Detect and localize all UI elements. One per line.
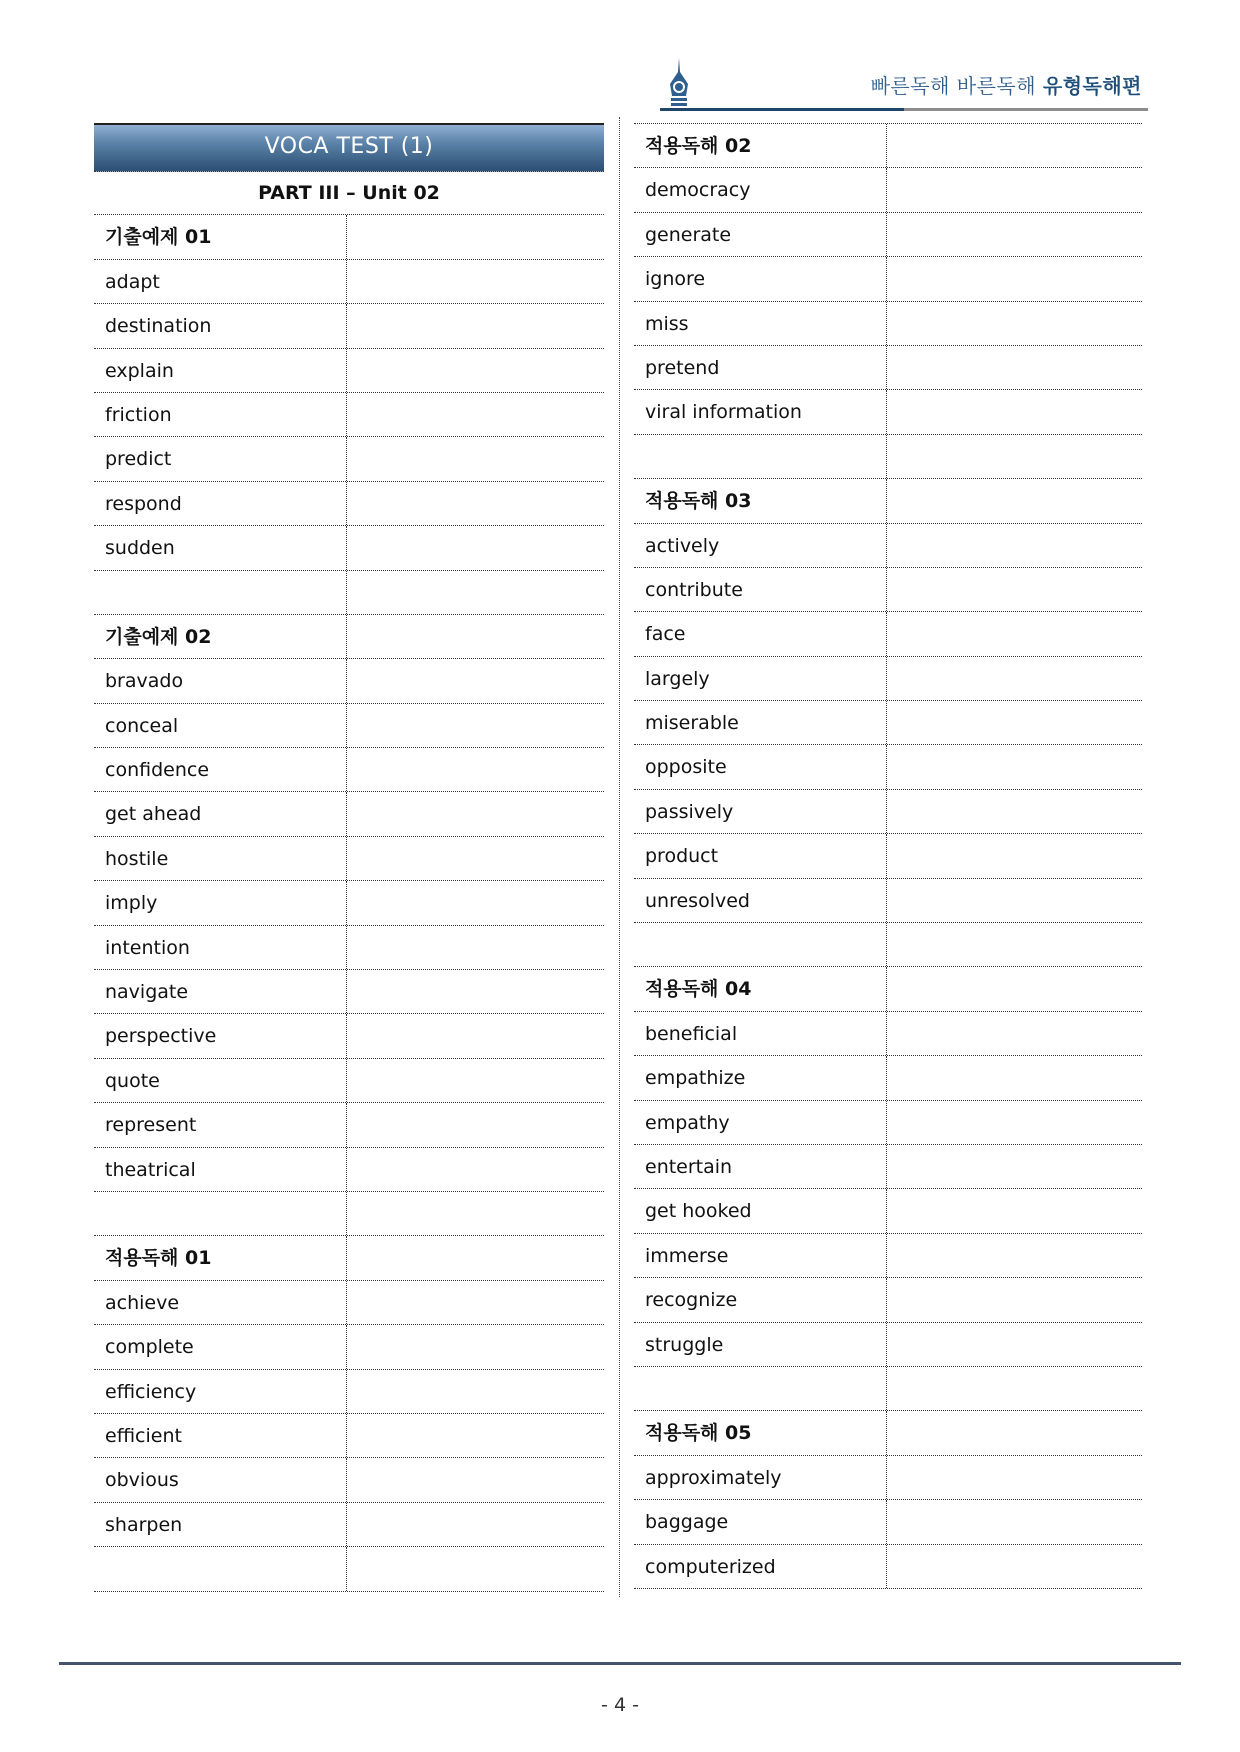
answer-cell	[887, 124, 1142, 167]
blank-row	[634, 435, 1142, 479]
vocab-word	[634, 923, 887, 966]
blank-row	[634, 1367, 1142, 1411]
answer-cell[interactable]	[887, 879, 1142, 922]
answer-cell	[347, 215, 604, 258]
vocab-word: recognize	[634, 1278, 887, 1321]
vocab-row	[634, 1056, 1142, 1100]
answer-cell[interactable]	[347, 260, 604, 303]
vocab-row	[634, 1278, 1142, 1322]
answer-cell[interactable]	[347, 837, 604, 880]
section-label: 적용독해 01	[94, 1236, 347, 1279]
vocab-row	[94, 1281, 604, 1325]
vocab-word: predict	[94, 437, 347, 480]
vocab-row	[94, 1059, 604, 1103]
vocab-row	[634, 701, 1142, 745]
vocab-word: respond	[94, 482, 347, 525]
answer-cell[interactable]	[887, 657, 1142, 700]
answer-cell	[347, 615, 604, 658]
answer-cell[interactable]	[347, 1148, 604, 1191]
vocab-word: hostile	[94, 837, 347, 880]
vocab-word: empathize	[634, 1056, 887, 1099]
vocab-word	[94, 1192, 347, 1235]
section-label: 적용독해 03	[634, 479, 887, 522]
vocab-row	[94, 1148, 604, 1192]
section-header-row	[634, 123, 1142, 168]
vocab-row	[634, 1012, 1142, 1056]
test-title: VOCA TEST (1)	[94, 123, 604, 172]
vocab-row	[634, 213, 1142, 257]
vocab-row	[634, 1500, 1142, 1544]
vocab-word: product	[634, 834, 887, 877]
column-divider	[619, 117, 620, 1597]
vocab-word	[94, 1547, 347, 1590]
answer-cell[interactable]	[347, 1414, 604, 1457]
answer-cell[interactable]	[887, 1323, 1142, 1366]
vocab-row	[634, 1323, 1142, 1367]
answer-cell[interactable]	[887, 257, 1142, 300]
vocab-row	[94, 748, 604, 792]
vocab-row	[634, 1545, 1142, 1589]
answer-cell[interactable]	[887, 1145, 1142, 1188]
answer-cell[interactable]	[347, 1014, 604, 1057]
vocab-row	[634, 524, 1142, 568]
vocab-word: ignore	[634, 257, 887, 300]
answer-cell[interactable]	[347, 1103, 604, 1146]
answer-cell[interactable]	[887, 390, 1142, 433]
vocab-word: passively	[634, 790, 887, 833]
answer-cell[interactable]	[887, 1234, 1142, 1277]
answer-cell	[347, 571, 604, 614]
vocab-row	[634, 1145, 1142, 1189]
vocab-word: complete	[94, 1325, 347, 1368]
page-number: - 4 -	[601, 1694, 639, 1716]
answer-cell[interactable]	[347, 1059, 604, 1102]
vocab-word: unresolved	[634, 879, 887, 922]
vocab-row	[634, 1101, 1142, 1145]
vocab-row	[634, 745, 1142, 789]
vocab-row	[634, 834, 1142, 878]
vocab-word: largely	[634, 657, 887, 700]
answer-cell	[887, 479, 1142, 522]
header-rule	[660, 108, 1148, 111]
vocab-word: actively	[634, 524, 887, 567]
vocab-row	[634, 390, 1142, 434]
vocab-row	[94, 1503, 604, 1547]
vocab-row	[94, 792, 604, 836]
answer-cell[interactable]	[887, 524, 1142, 567]
vocab-word: theatrical	[94, 1148, 347, 1191]
blank-row	[634, 923, 1142, 967]
answer-cell[interactable]	[887, 568, 1142, 611]
vocab-word: computerized	[634, 1545, 887, 1588]
vocab-word	[94, 571, 347, 614]
answer-cell[interactable]	[347, 881, 604, 924]
vocab-row	[634, 1189, 1142, 1233]
answer-cell[interactable]	[347, 482, 604, 525]
vocab-row	[94, 260, 604, 304]
vocab-word: entertain	[634, 1145, 887, 1188]
vocab-row	[94, 881, 604, 925]
answer-cell[interactable]	[887, 1101, 1142, 1144]
vocab-word: generate	[634, 213, 887, 256]
vocab-word: opposite	[634, 745, 887, 788]
answer-cell[interactable]	[887, 1278, 1142, 1321]
vocab-word: face	[634, 612, 887, 655]
vocab-word: adapt	[94, 260, 347, 303]
test-subtitle: PART III – Unit 02	[94, 172, 604, 215]
answer-cell[interactable]	[887, 1456, 1142, 1499]
section-label: 적용독해 02	[634, 124, 887, 167]
section-header-row	[634, 479, 1142, 523]
vocab-row	[634, 657, 1142, 701]
vocab-row	[94, 1458, 604, 1502]
vocab-row	[634, 302, 1142, 346]
vocab-word: bravado	[94, 659, 347, 702]
answer-cell	[887, 967, 1142, 1010]
section-label: 기출예제 01	[94, 215, 347, 258]
answer-cell[interactable]	[887, 1056, 1142, 1099]
vocab-word: destination	[94, 304, 347, 347]
section-label: 적용독해 05	[634, 1411, 887, 1454]
vocab-row	[634, 346, 1142, 390]
answer-cell[interactable]	[347, 437, 604, 480]
section-header-row	[94, 615, 604, 659]
vocab-row	[94, 659, 604, 703]
vocab-row	[634, 790, 1142, 834]
vocab-word: immerse	[634, 1234, 887, 1277]
answer-cell[interactable]	[347, 1503, 604, 1546]
vocab-word: contribute	[634, 568, 887, 611]
answer-cell[interactable]	[887, 701, 1142, 744]
answer-cell[interactable]	[347, 748, 604, 791]
section-label: 적용독해 04	[634, 967, 887, 1010]
vocab-word: struggle	[634, 1323, 887, 1366]
vocab-word: navigate	[94, 970, 347, 1013]
answer-cell[interactable]	[887, 346, 1142, 389]
answer-cell[interactable]	[347, 926, 604, 969]
right-vocab-column	[634, 123, 1142, 1589]
vocab-word: efficiency	[94, 1370, 347, 1413]
vocab-word: imply	[94, 881, 347, 924]
footer-rule	[59, 1662, 1181, 1665]
answer-cell[interactable]	[347, 970, 604, 1013]
vocab-row	[94, 349, 604, 393]
answer-cell[interactable]	[347, 349, 604, 392]
vocab-word: intention	[94, 926, 347, 969]
left-vocab-column	[94, 123, 604, 1592]
answer-cell	[887, 1367, 1142, 1410]
vocab-row	[634, 257, 1142, 301]
answer-cell[interactable]	[347, 1370, 604, 1413]
series-title-regular: 빠른독해 바른독해	[870, 74, 1043, 98]
vocab-word: empathy	[634, 1101, 887, 1144]
answer-cell[interactable]	[887, 302, 1142, 345]
answer-cell	[347, 1547, 604, 1590]
vocab-row	[94, 482, 604, 526]
vocab-word: democracy	[634, 168, 887, 211]
vocab-word: achieve	[94, 1281, 347, 1324]
answer-cell	[347, 1236, 604, 1279]
blank-row	[94, 1547, 604, 1591]
vocab-word: pretend	[634, 346, 887, 389]
answer-cell[interactable]	[887, 790, 1142, 833]
section-header-row	[94, 215, 604, 259]
vocab-word: sudden	[94, 526, 347, 569]
vocab-word: represent	[94, 1103, 347, 1146]
answer-cell[interactable]	[887, 1012, 1142, 1055]
section-header-row	[94, 1236, 604, 1280]
vocab-word	[634, 1367, 887, 1410]
answer-cell[interactable]	[887, 745, 1142, 788]
answer-cell	[887, 1411, 1142, 1454]
vocab-row	[94, 393, 604, 437]
vocab-row	[94, 526, 604, 570]
section-header-row	[634, 967, 1142, 1011]
vocab-row	[94, 704, 604, 748]
answer-cell[interactable]	[887, 1189, 1142, 1232]
page-header	[660, 58, 1148, 114]
vocab-word: approximately	[634, 1456, 887, 1499]
vocab-word: efficient	[94, 1414, 347, 1457]
vocab-word: obvious	[94, 1458, 347, 1501]
vocab-word: get ahead	[94, 792, 347, 835]
vocab-word: conceal	[94, 704, 347, 747]
vocab-row	[94, 1325, 604, 1369]
section-label: 기출예제 02	[94, 615, 347, 658]
vocab-row	[94, 437, 604, 481]
answer-cell[interactable]	[347, 1325, 604, 1368]
vocab-row	[634, 879, 1142, 923]
vocab-word: explain	[94, 349, 347, 392]
series-title	[871, 70, 1142, 99]
answer-cell[interactable]	[347, 393, 604, 436]
vocab-word: baggage	[634, 1500, 887, 1543]
vocab-word: viral information	[634, 390, 887, 433]
vocab-row	[634, 168, 1142, 212]
section-header-row	[634, 1411, 1142, 1455]
answer-cell[interactable]	[887, 1500, 1142, 1543]
answer-cell[interactable]	[347, 1281, 604, 1324]
series-title-bold: 유형독해편	[1042, 74, 1142, 98]
vocab-word: beneficial	[634, 1012, 887, 1055]
answer-cell[interactable]	[347, 792, 604, 835]
vocab-row	[94, 1414, 604, 1458]
answer-cell[interactable]	[347, 1458, 604, 1501]
blank-row	[94, 571, 604, 615]
answer-cell[interactable]	[887, 834, 1142, 877]
vocab-word: friction	[94, 393, 347, 436]
answer-cell	[887, 435, 1142, 478]
vocab-row	[94, 1103, 604, 1147]
pen-nib-globe-icon	[666, 58, 692, 108]
answer-cell[interactable]	[347, 704, 604, 747]
answer-cell[interactable]	[887, 1545, 1142, 1588]
answer-cell[interactable]	[887, 612, 1142, 655]
vocab-row	[94, 970, 604, 1014]
vocab-word: miss	[634, 302, 887, 345]
answer-cell	[347, 1192, 604, 1235]
vocab-word	[634, 435, 887, 478]
blank-row	[94, 1192, 604, 1236]
vocab-row	[94, 304, 604, 348]
vocab-word: sharpen	[94, 1503, 347, 1546]
vocab-word: quote	[94, 1059, 347, 1102]
answer-cell[interactable]	[347, 304, 604, 347]
vocab-row	[94, 1014, 604, 1058]
vocab-row	[94, 926, 604, 970]
vocab-row	[634, 1456, 1142, 1500]
answer-cell	[887, 923, 1142, 966]
answer-cell[interactable]	[887, 213, 1142, 256]
vocab-row	[634, 612, 1142, 656]
vocab-row	[94, 1370, 604, 1414]
answer-cell[interactable]	[887, 168, 1142, 211]
vocab-word: confidence	[94, 748, 347, 791]
vocab-row	[634, 1234, 1142, 1278]
vocab-row	[634, 568, 1142, 612]
vocab-row	[94, 837, 604, 881]
answer-cell[interactable]	[347, 659, 604, 702]
answer-cell[interactable]	[347, 526, 604, 569]
vocab-word: get hooked	[634, 1189, 887, 1232]
vocab-word: perspective	[94, 1014, 347, 1057]
vocab-word: miserable	[634, 701, 887, 744]
